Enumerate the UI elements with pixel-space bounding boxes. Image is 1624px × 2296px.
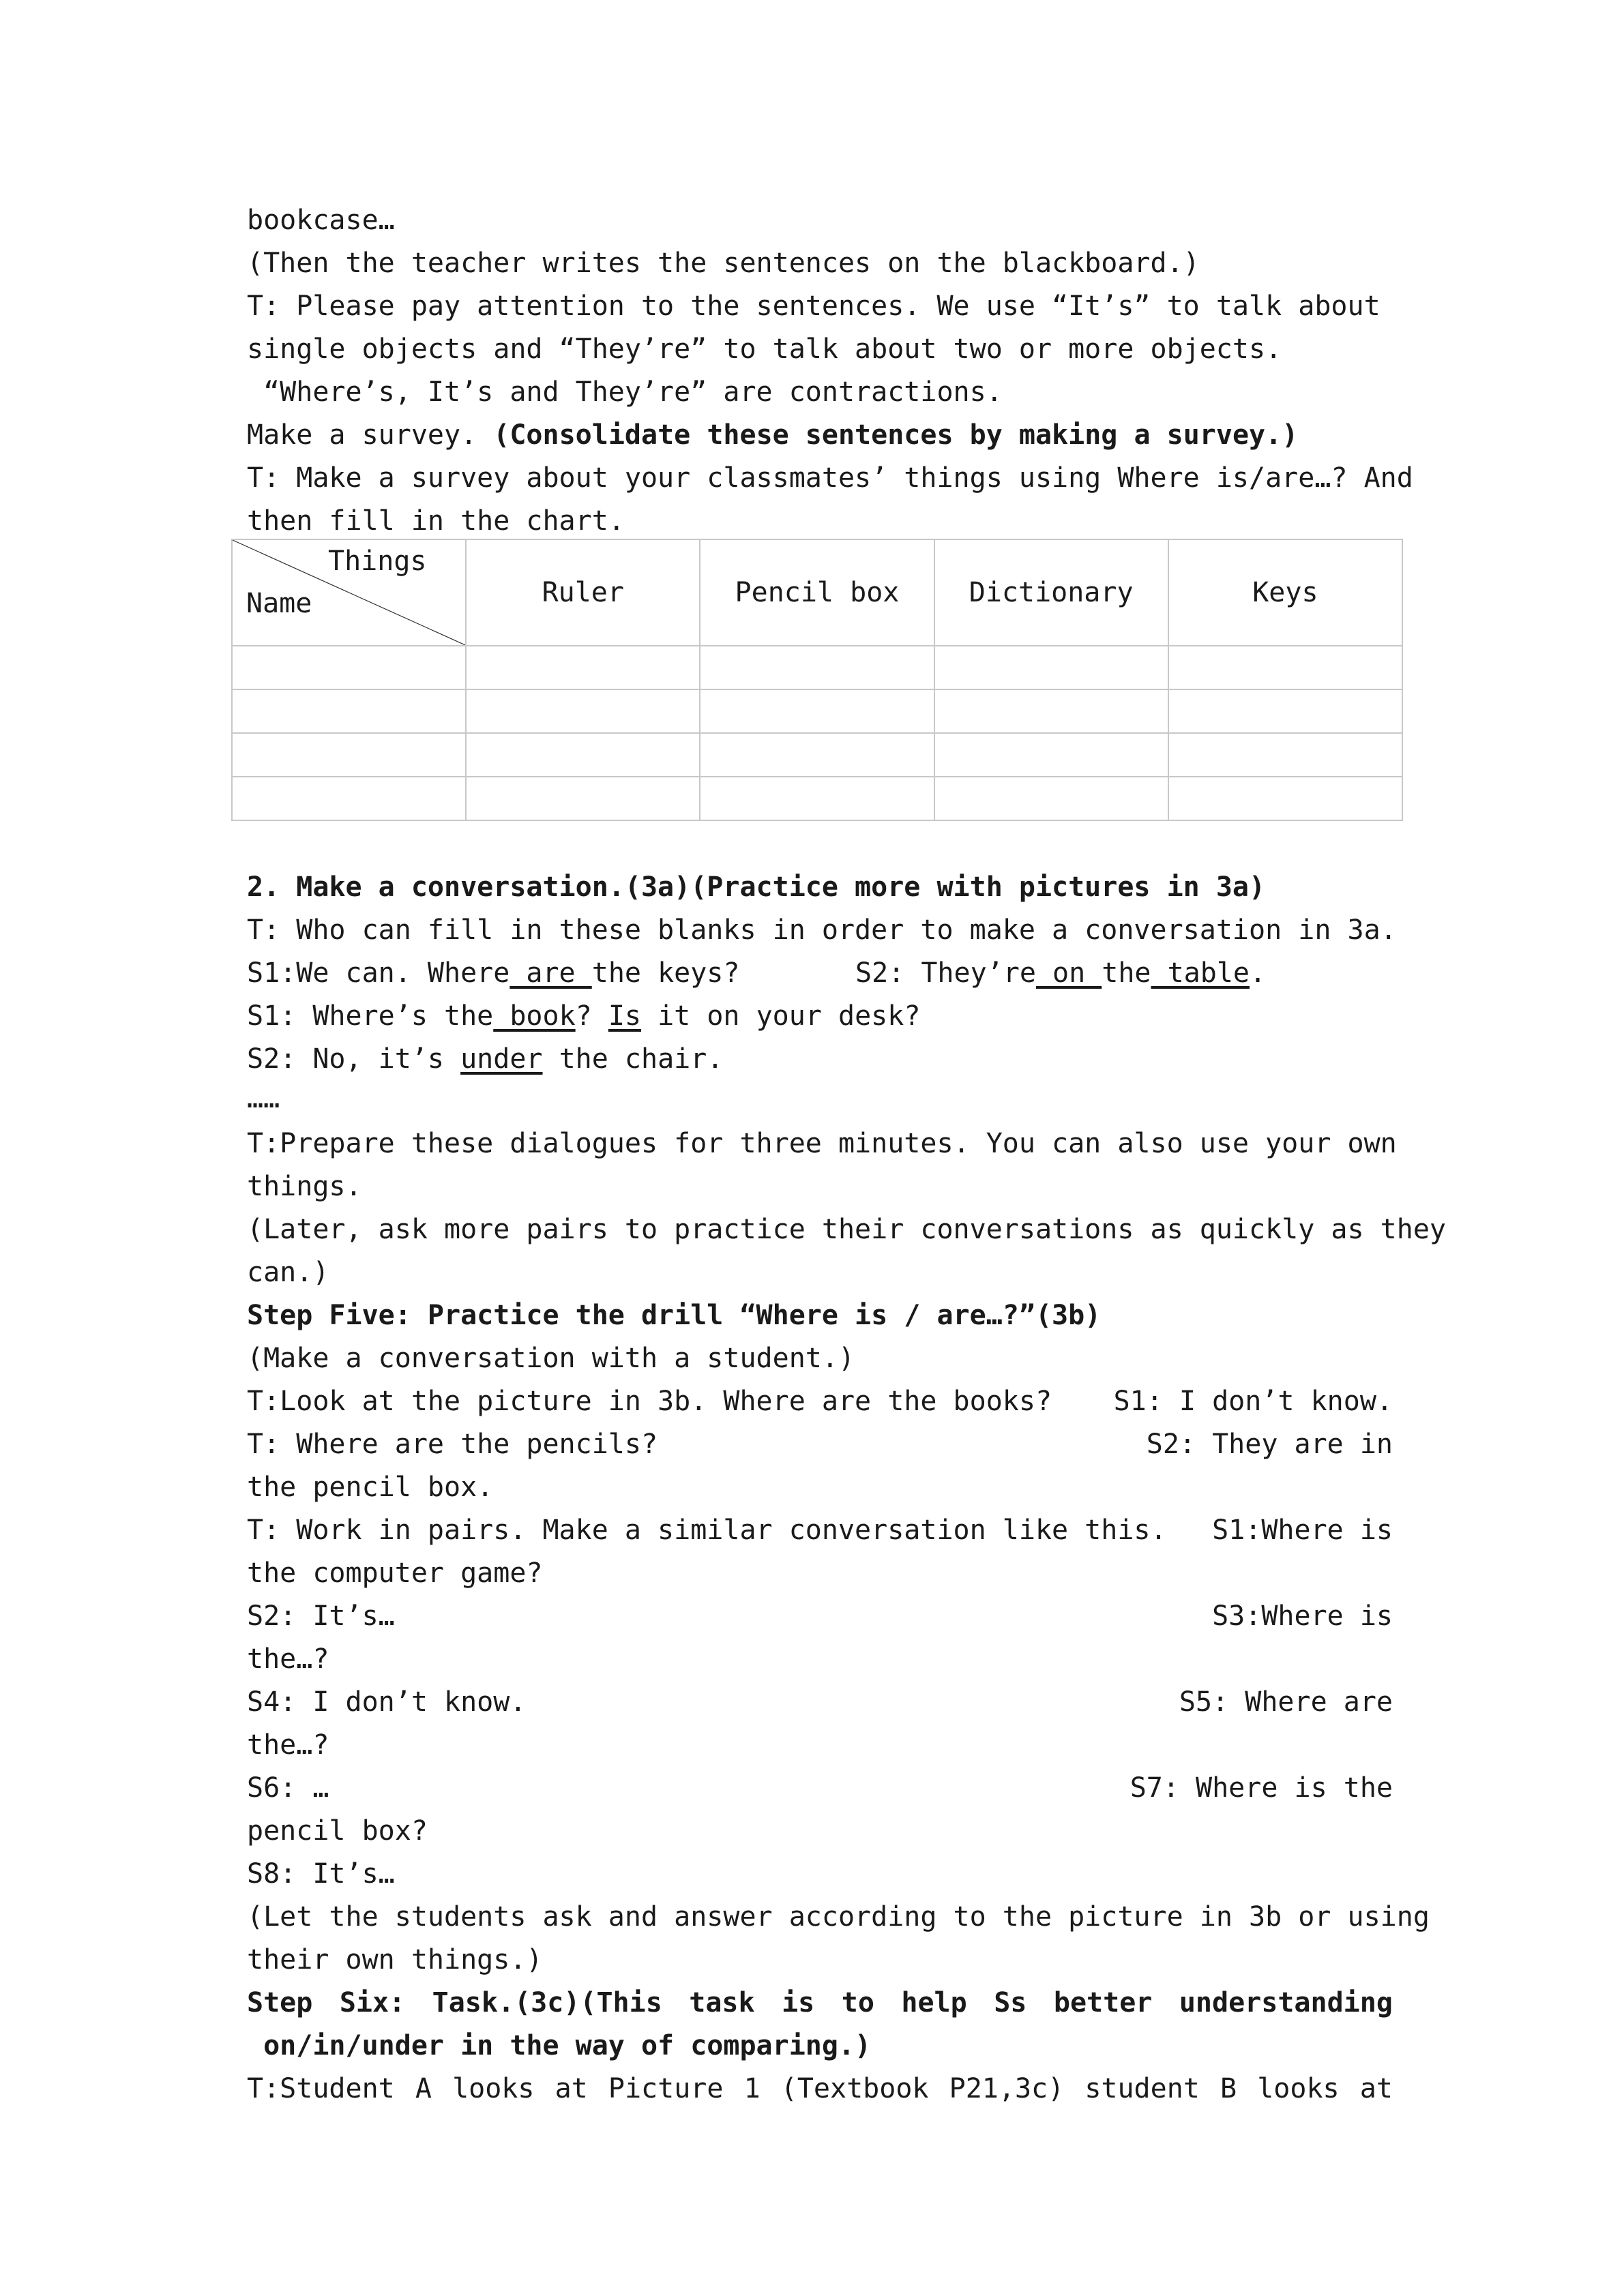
dialogue-line [247, 995, 1393, 1037]
table-cell [232, 689, 466, 733]
dialogue-text: the [1102, 957, 1151, 989]
word: at [555, 2073, 588, 2104]
heading-word: is [782, 1987, 815, 2018]
dialogue-line [247, 1380, 1393, 1422]
word: looks [1257, 2073, 1340, 2104]
heading-word: Step [247, 1987, 313, 2018]
filled-blank: table [1151, 957, 1250, 989]
text-line: the computer game? [247, 1557, 543, 1589]
text-line: can.) [247, 1257, 329, 1288]
filled-blank: Is [608, 1000, 641, 1032]
section-heading: 2. Make a conversation.(3a)(Practice more with pictures in 3a) [247, 871, 1266, 903]
text-line: T:Prepare these dialogues for three minutes. You can also use your own [247, 1128, 1397, 1159]
dialogue-text: S7: Where is the [1130, 1772, 1393, 1804]
text-line: (Let the students ask and answer according to the picture in 3b or using [247, 1901, 1430, 1933]
text-line: pencil box? [247, 1815, 428, 1847]
heading-word: task [689, 1987, 755, 2018]
table-cell [934, 777, 1168, 820]
text-line: “Where’s, It’s and They’re” are contractions. [247, 376, 1003, 408]
table-cell [232, 777, 466, 820]
text-line: single objects and “They’re” to talk about two or more objects. [247, 333, 1282, 365]
survey-note: (Consolidate these sentences by making a survey.) [493, 419, 1299, 451]
dialogue-line [247, 1681, 1393, 1723]
survey-table [231, 539, 1403, 821]
text-line: then fill in the chart. [247, 505, 625, 537]
dialogue-text: S1: I don’t know. [1113, 1386, 1393, 1417]
text-line [247, 2068, 1393, 2110]
word: student [1084, 2073, 1200, 2104]
table-cell [700, 733, 934, 777]
corner-things-label: Things [328, 546, 427, 577]
text-line: (Then the teacher writes the sentences on the blackboard.) [247, 248, 1200, 279]
text-line: bookcase… [247, 205, 395, 236]
text-line: their own things.) [247, 1944, 543, 1976]
table-cell [700, 646, 934, 689]
dialogue-line [247, 952, 1393, 994]
dialogue-line [247, 1509, 1393, 1551]
table-cell [232, 733, 466, 777]
dialogue-text: S1: Where’s the [247, 1000, 494, 1032]
word: looks [452, 2073, 535, 2104]
filled-blank: under [460, 1043, 543, 1075]
column-header: Dictionary [934, 539, 1168, 646]
word: (Textbook [780, 2073, 929, 2104]
text-line: S8: It’s… [247, 1858, 395, 1890]
table-row [232, 733, 1402, 777]
text-line: the…? [247, 1643, 329, 1675]
table-cell [466, 646, 700, 689]
table-cell [1168, 646, 1402, 689]
heading-word: understanding [1179, 1987, 1393, 2018]
table-cell [466, 777, 700, 820]
heading-word: to [841, 1987, 874, 2018]
text-line: T: Please pay attention to the sentences. We use “It’s” to talk about [247, 290, 1381, 322]
word: 1 [743, 2073, 761, 2104]
column-header: Ruler [466, 539, 700, 646]
table-cell [1168, 777, 1402, 820]
table-cell [934, 689, 1168, 733]
table-cell [1168, 689, 1402, 733]
table-cell [466, 733, 700, 777]
dialogue-text: S2: It’s… [247, 1600, 395, 1632]
text-line: (Later, ask more pairs to practice their conversations as quickly as they [247, 1214, 1446, 1245]
dialogue-text: S6: … [247, 1772, 329, 1804]
dialogue-text: it on your desk? [641, 1000, 921, 1032]
dialogue-text: S2: They’re [855, 957, 1036, 989]
survey-label: Make a survey. [247, 419, 477, 451]
table-cell [232, 646, 466, 689]
dialogue-text: S4: I don’t know. [247, 1686, 527, 1718]
dialogue-text: ? [575, 1000, 608, 1032]
column-header: Keys [1168, 539, 1402, 646]
text-line: the…? [247, 1729, 329, 1761]
dialogue-text: S5: Where are [1179, 1686, 1393, 1718]
table-header-row [232, 539, 1402, 646]
word: Picture [608, 2073, 724, 2104]
section-heading: Step Five: Practice the drill “Where is / are…?”(3b) [247, 1300, 1102, 1331]
heading-word: Ss [994, 1987, 1027, 2018]
word: P21,3c) [949, 2073, 1065, 2104]
filled-blank: book [493, 1000, 576, 1032]
dialogue-text: S1:Where is [1212, 1515, 1393, 1546]
dialogue-text: S2: They are in [1146, 1429, 1393, 1460]
text-line: (Make a conversation with a student.) [247, 1343, 855, 1374]
heading-word: Six: [339, 1987, 406, 2018]
text-line: the pencil box. [247, 1472, 494, 1503]
filled-blank: are [510, 957, 592, 989]
table-cell [1168, 733, 1402, 777]
word: B [1220, 2073, 1237, 2104]
word: A [415, 2073, 432, 2104]
text-line [247, 414, 1393, 456]
table-row [232, 689, 1402, 733]
dialogue-text: S1:We can. Where [247, 957, 510, 989]
heading-word: help [901, 1987, 967, 2018]
table-row [232, 646, 1402, 689]
table-cell [700, 689, 934, 733]
corner-name-label: Name [246, 588, 312, 619]
dialogue-text: . [1249, 957, 1267, 989]
dialogue-text: T: Where are the pencils? [247, 1429, 658, 1460]
dialogue-text: the chair. [542, 1043, 724, 1075]
dialogue-line [247, 1767, 1393, 1809]
dialogue-text: S3:Where is [1212, 1600, 1393, 1632]
word: at [1359, 2073, 1393, 2104]
corner-cell [232, 539, 466, 646]
table-cell [934, 646, 1168, 689]
dialogue-text: S2: No, it’s [247, 1043, 461, 1075]
section-heading [247, 1982, 1393, 2024]
dialogue-text: the keys? [591, 957, 740, 989]
table-cell [466, 689, 700, 733]
column-header: Pencil box [700, 539, 934, 646]
dialogue-line [247, 1423, 1393, 1465]
dialogue-text: T:Look at the picture in 3b. Where are the books? [247, 1386, 1052, 1417]
table-row [232, 777, 1402, 820]
table-cell [700, 777, 934, 820]
text-line: things. [247, 1171, 362, 1202]
dialogue-text: T: Work in pairs. Make a similar conversation like this. [247, 1515, 1167, 1546]
text-line: T: Make a survey about your classmates’ things using Where is/are…? And [247, 462, 1413, 494]
heading-word: better [1053, 1987, 1153, 2018]
dialogue-line [247, 1595, 1393, 1637]
filled-blank: on [1035, 957, 1102, 989]
dialogue-line [247, 1038, 1393, 1080]
heading-word: Task.(3c)(This [432, 1987, 662, 2018]
section-heading-cont: on/in/under in the way of comparing.) [247, 2030, 872, 2061]
word: T:Student [247, 2073, 395, 2104]
table-cell [934, 733, 1168, 777]
text-line: T: Who can fill in these blanks in order to make a conversation in 3a. [247, 914, 1397, 946]
ellipsis-line: …… [247, 1083, 280, 1114]
